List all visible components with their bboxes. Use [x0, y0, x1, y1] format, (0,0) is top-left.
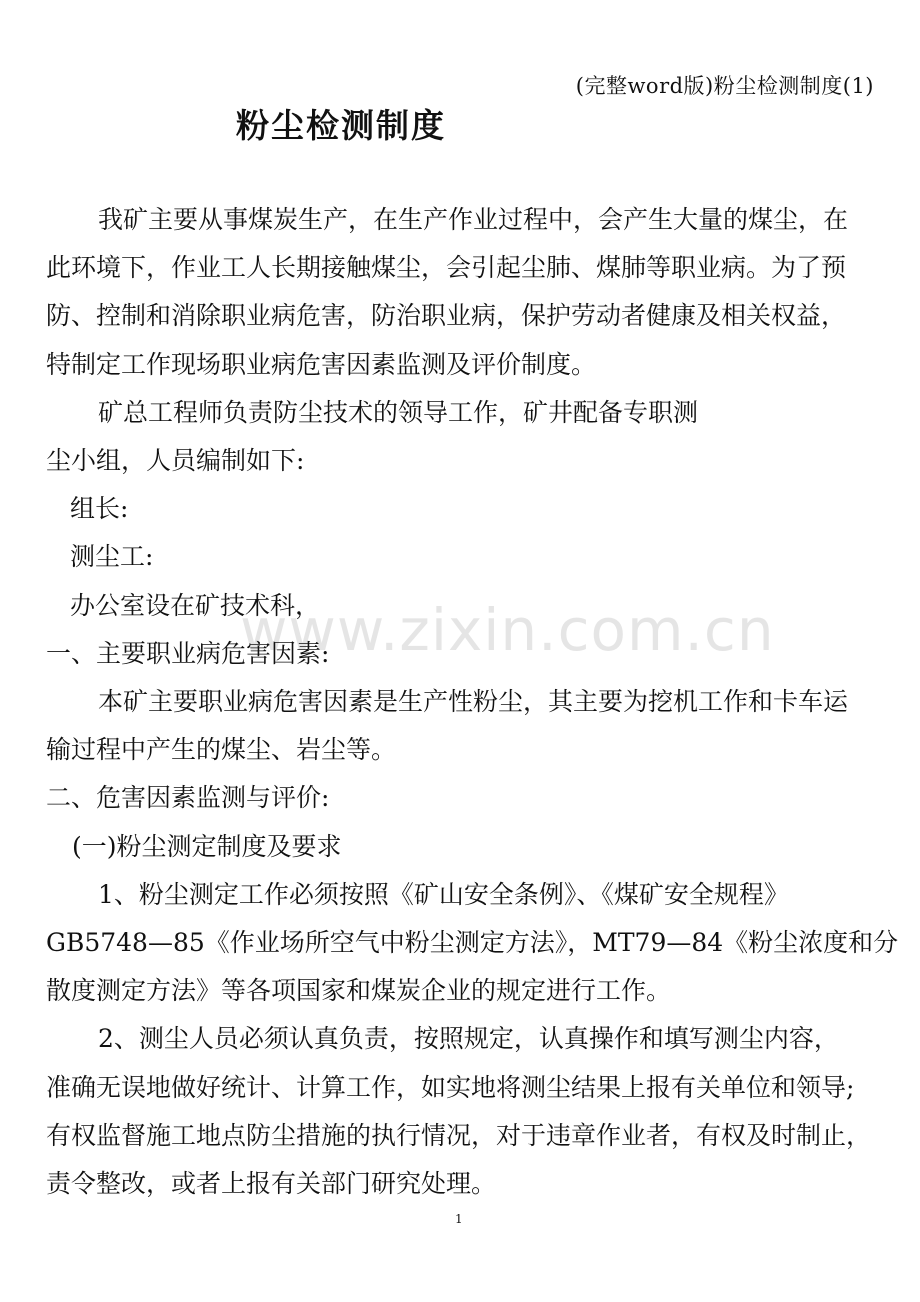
document-title: 粉尘检测制度 [236, 106, 446, 145]
team-paragraph [46, 389, 888, 485]
text-line: 本矿主要职业病危害因素是生产性粉尘，其主要为挖机工作和卡车运 [98, 687, 849, 717]
text-line: 输过程中产生的煤尘、岩尘等。 [46, 735, 397, 765]
text-line: 矿总工程师负责防尘技术的领导工作，矿井配备专职测 [98, 397, 699, 427]
page-number: 1 [455, 1212, 463, 1226]
text-line: 散度测定方法》等各项国家和煤炭企业的规定进行工作。 [46, 976, 672, 1006]
text-line: 特制定工作现场职业病危害因素监测及评价制度。 [46, 349, 597, 379]
text-line: 准确无误地做好统计、计算工作，如实地将测尘结果上报有关单位和领导; [46, 1072, 855, 1102]
text-line: GB5748—85《作业场所空气中粉尘测定方法》，MT79—84《粉尘浓度和分 [46, 928, 899, 958]
text-line: 我矿主要从事煤炭生产，在生产作业过程中，会产生大量的煤尘，在 [98, 205, 849, 234]
text-line: 此环境下，作业工人长期接触煤尘，会引起尘肺、煤肺等职业病。为了预 [46, 253, 847, 283]
text-line: 2、测尘人员必须认真负责，按照规定，认真操作和填写测尘内容， [98, 1024, 839, 1054]
text-line: 有权监督施工地点防尘措施的执行情况，对于违章作业者，有权及时制止， [46, 1120, 872, 1150]
section-heading-hazard-factors: 一、主要职业病危害因素: [46, 638, 330, 668]
text-line: 尘小组，人员编制如下: [46, 446, 305, 476]
section-heading-monitoring: 二、危害因素监测与评价: [46, 783, 330, 813]
list-item-2 [46, 1015, 888, 1208]
document-body [46, 196, 899, 1208]
intro-paragraph [46, 196, 888, 389]
watermark-text: www.zixin.com.cn [240, 596, 775, 664]
text-line: 责令整改，或者上报有关部门研究处理。 [46, 1169, 497, 1199]
office-location-line: 办公室设在矿技术科， [70, 590, 321, 620]
team-leader-line: 组长: [70, 494, 129, 524]
dust-worker-line: 测尘工: [70, 542, 154, 572]
subsection-heading-dust-measurement: (一)粉尘测定制度及要求 [72, 831, 342, 861]
text-line: 防、控制和消除职业病危害，防治职业病，保护劳动者健康及相关权益， [46, 301, 847, 331]
list-item-1 [46, 871, 899, 1016]
text-line: 1、粉尘测定工作必须按照《矿山安全条例》、《煤矿安全规程》 [98, 879, 789, 909]
document-header-tag: (完整word版)粉尘检测制度(1) [575, 74, 874, 98]
hazard-factors-paragraph [46, 678, 888, 774]
